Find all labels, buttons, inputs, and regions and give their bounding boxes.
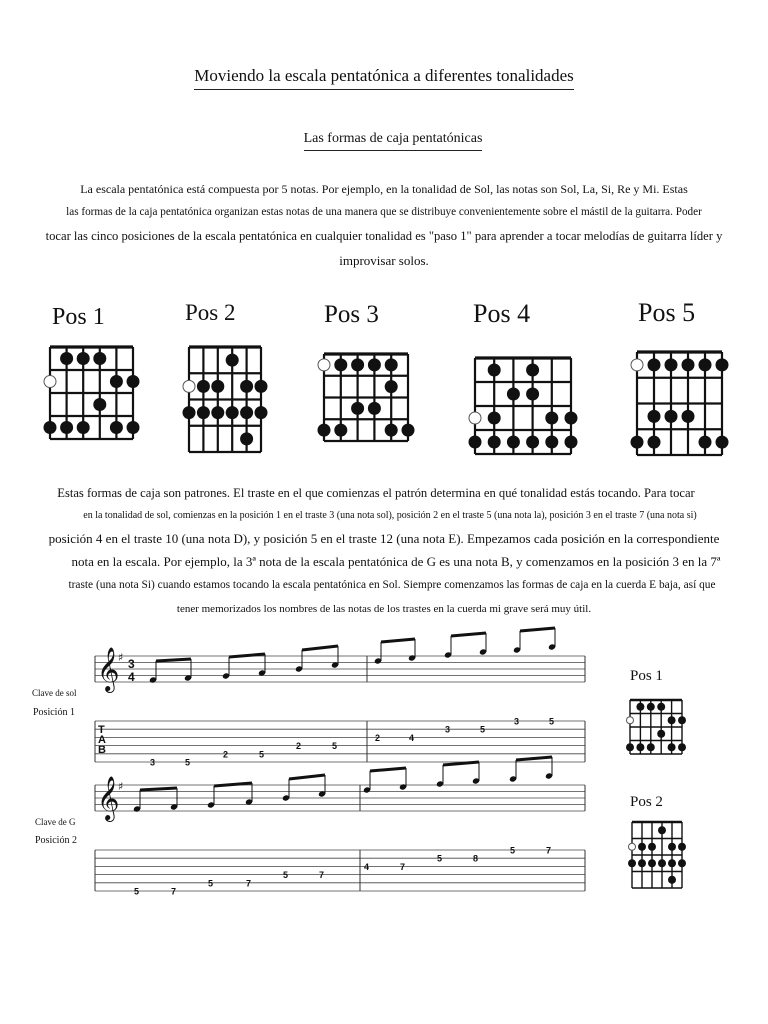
page-title: Moviendo la escala pentatónica a diferentes tonalidades bbox=[0, 66, 768, 90]
side-fretboard-1 bbox=[626, 700, 686, 754]
tab-fret-number: 4 bbox=[409, 732, 415, 743]
scale-note-dot bbox=[657, 703, 665, 711]
music-system-2 bbox=[95, 757, 686, 897]
tab-fret-number: 5 bbox=[283, 870, 289, 881]
tab-fret-number: 7 bbox=[246, 878, 252, 889]
note-beam bbox=[214, 783, 252, 786]
note-beam bbox=[381, 639, 415, 642]
intro-line-2: las formas de la caja pentatónica organizan estas notas de una manera que se distribuye convenientemente sobre el mástil de la guitarra. Poder bbox=[66, 206, 702, 218]
note-beam bbox=[302, 646, 338, 650]
treble-clef-icon: 𝄞 bbox=[97, 647, 120, 691]
intro-line-4: improvisar solos. bbox=[339, 253, 429, 268]
intro-line-1: La escala pentatónica está compuesta por 5 notas. Por ejemplo, en la tonalidad de Sol, las notas son Sol, La, Si, Re y Mi. Estas bbox=[80, 182, 688, 196]
root-note-marker bbox=[629, 843, 636, 850]
tab-letter: A bbox=[98, 734, 106, 746]
tab-fret-number: 2 bbox=[296, 741, 302, 752]
side-fretboard-2 bbox=[628, 822, 686, 888]
tab-fret-number: 7 bbox=[400, 861, 406, 872]
position-label-1: Posición 1 bbox=[33, 707, 75, 718]
clef-label-1: Clave de sol bbox=[32, 688, 77, 698]
tab-fret-number: 5 bbox=[259, 749, 265, 760]
tab-fret-number: 3 bbox=[150, 757, 156, 768]
note-beam bbox=[289, 775, 325, 779]
sharp-sign-icon: ♯ bbox=[118, 780, 124, 793]
tab-fret-number: 5 bbox=[437, 853, 443, 864]
scale-note-dot bbox=[648, 843, 656, 851]
tab-fret-number: 2 bbox=[375, 732, 381, 743]
note-beam bbox=[370, 768, 406, 771]
clef-label-2: Clave de G bbox=[35, 817, 76, 827]
scale-note-dot bbox=[668, 843, 676, 851]
scale-note-dot bbox=[678, 743, 686, 751]
side-diagram-label: Pos 2 bbox=[630, 794, 663, 810]
diagram-label: Pos 3 bbox=[324, 301, 379, 328]
tab-fret-number: 3 bbox=[445, 724, 451, 735]
section-heading: Las formas de caja pentatónicas bbox=[0, 131, 768, 151]
scale-note-dot bbox=[668, 743, 676, 751]
scale-note-dot bbox=[678, 716, 686, 724]
body-line-2: en la tonalidad de sol, comienzas en la posición 1 en el traste 3 (una nota sol), posición 2 en el traste 5 (una nota la), posición 3 en el traste 7 (una nota si) bbox=[83, 510, 697, 521]
tab-fret-number: 3 bbox=[514, 716, 520, 727]
scale-note-dot bbox=[668, 859, 676, 867]
tab-fret-number: 8 bbox=[473, 853, 479, 864]
scale-note-dot bbox=[668, 876, 676, 884]
tab-fret-number: 5 bbox=[510, 845, 516, 856]
scale-note-dot bbox=[638, 859, 646, 867]
tab-fret-number: 7 bbox=[319, 870, 325, 881]
note-beam bbox=[443, 762, 479, 765]
tab-fret-number: 5 bbox=[332, 741, 338, 752]
tab-fret-number: 4 bbox=[364, 861, 370, 872]
note-beam bbox=[516, 757, 552, 760]
body-line-1: Estas formas de caja son patrones. El traste en el que comienzas el patrón determina en qué tonalidad estás tocando. Para tocar bbox=[57, 486, 695, 500]
scale-note-dot bbox=[678, 859, 686, 867]
scale-note-dot bbox=[648, 859, 656, 867]
music-system-1 bbox=[95, 628, 686, 768]
root-note-marker bbox=[627, 717, 634, 724]
scale-note-dot bbox=[658, 826, 666, 834]
tab-fret-number: 5 bbox=[185, 757, 191, 768]
scale-note-dot bbox=[638, 843, 646, 851]
tab-fret-number: 7 bbox=[171, 886, 177, 897]
note-beam bbox=[140, 788, 177, 790]
scale-note-dot bbox=[668, 716, 676, 724]
body-line-6: tener memorizados los nombres de las notas de los trastes en la cuerda mi grave será muy útil. bbox=[176, 603, 592, 615]
tab-fret-number: 5 bbox=[208, 878, 214, 889]
body-line-4: nota en la escala. Por ejemplo, la 3ª nota de la escala pentatónica de G es una nota B, y comenzamos en la posición 3 en la 7ª bbox=[71, 554, 721, 569]
scale-note-dot bbox=[636, 743, 644, 751]
sharp-sign-icon: ♯ bbox=[118, 651, 124, 664]
tab-fret-number: 2 bbox=[223, 749, 229, 760]
side-diagram-label: Pos 1 bbox=[630, 668, 663, 684]
diagram-label: Pos 1 bbox=[52, 304, 105, 330]
tab-fret-number: 5 bbox=[134, 886, 140, 897]
note-beam bbox=[156, 659, 191, 661]
diagram-label: Pos 5 bbox=[638, 298, 696, 327]
tab-fret-number: 5 bbox=[480, 724, 486, 735]
intro-line-3: tocar las cinco posiciones de la escala pentatónica en cualquier tonalidad es "paso 1" para aprender a tocar melodías de guitarra líder y bbox=[45, 229, 723, 243]
tab-letter: B bbox=[98, 744, 106, 756]
scale-note-dot bbox=[647, 743, 655, 751]
note-beam bbox=[229, 654, 265, 657]
tab-fret-number: 7 bbox=[546, 845, 552, 856]
treble-clef-icon: 𝄞 bbox=[97, 776, 120, 820]
time-signature-bottom: 4 bbox=[128, 670, 135, 684]
scale-note-dot bbox=[657, 730, 665, 738]
body-line-5: traste (una nota Si) cuando estamos tocando la escala pentatónica en Sol. Siempre comenzamos las formas de caja en la cuerda E baja, así que bbox=[68, 579, 716, 591]
time-signature-top: 3 bbox=[128, 657, 135, 671]
scale-note-dot bbox=[626, 743, 634, 751]
scale-note-dot bbox=[678, 843, 686, 851]
position-label-2: Posición 2 bbox=[35, 835, 77, 846]
scale-note-dot bbox=[628, 859, 636, 867]
note-beam bbox=[451, 633, 486, 636]
note-beam bbox=[520, 628, 555, 631]
tab-fret-number: 5 bbox=[549, 716, 555, 727]
body-line-3: posición 4 en el traste 10 (una nota D), y posición 5 en el traste 12 (una nota E). Empezamos cada posición en la correspondiente bbox=[48, 531, 720, 546]
diagram-label: Pos 2 bbox=[185, 300, 236, 325]
scale-note-dot bbox=[636, 703, 644, 711]
diagram-label: Pos 4 bbox=[473, 299, 531, 328]
tab-letter: T bbox=[98, 724, 105, 736]
scale-note-dot bbox=[658, 859, 666, 867]
scale-note-dot bbox=[647, 703, 655, 711]
